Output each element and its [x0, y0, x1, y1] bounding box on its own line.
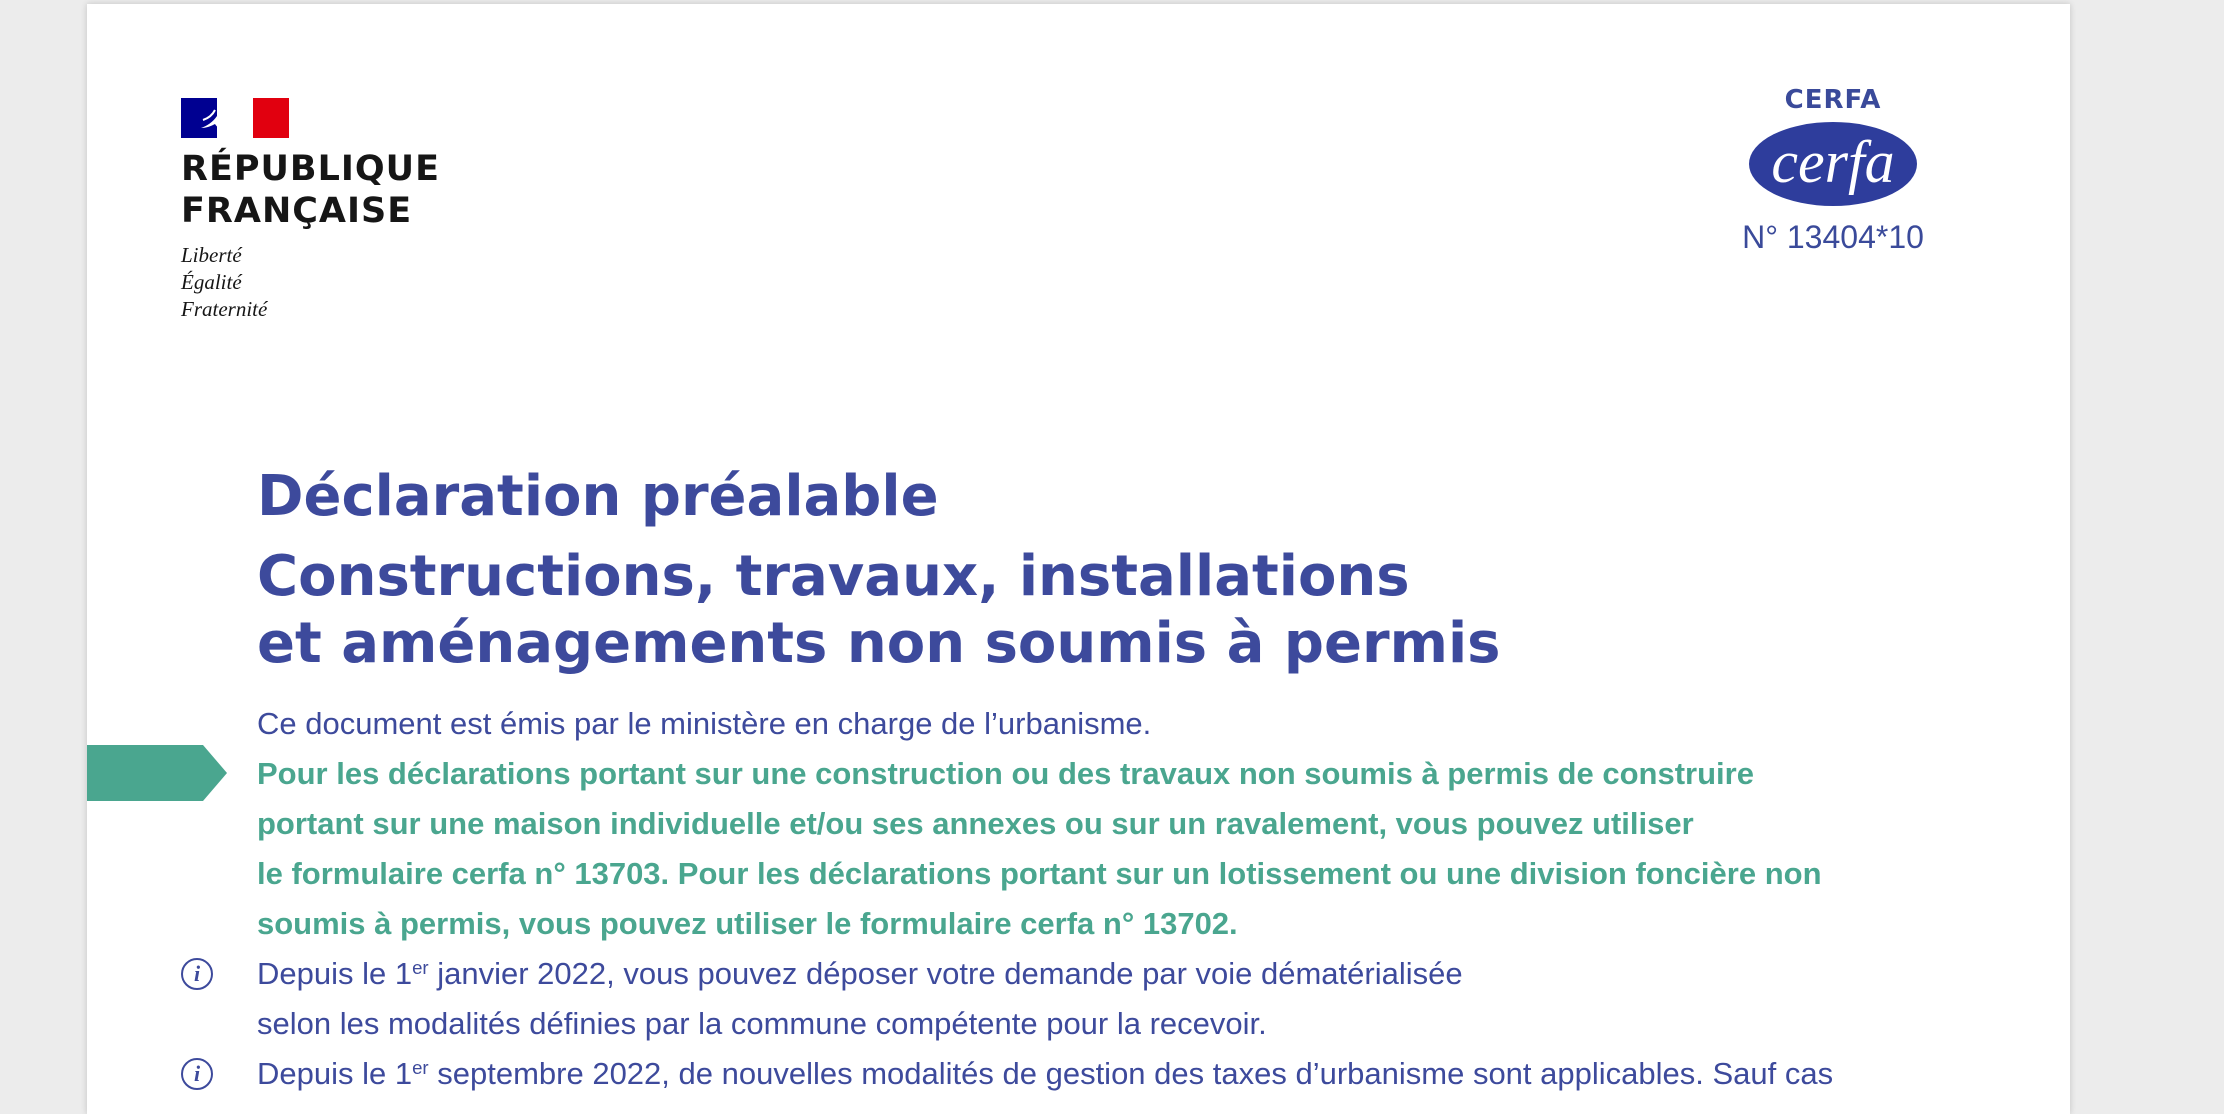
- republique-francaise-logo: [181, 98, 440, 323]
- rf-line-1: RÉPUBLIQUE: [181, 149, 441, 189]
- info1-pre: Depuis le 1: [257, 956, 413, 991]
- info2-post: septembre 2022, de nouvelles modalités de gestion des taxes d’urbanisme sont applicables. Sauf cas: [428, 1056, 1834, 1091]
- motto-liberte: Liberté: [181, 243, 242, 267]
- info2-sup: er: [412, 1056, 429, 1078]
- info2-pre: Depuis le 1: [257, 1056, 413, 1091]
- title-line-2-text: Constructions, travaux, installations: [257, 544, 1410, 609]
- motto-fraternite: Fraternité: [181, 297, 268, 321]
- info-paragraph-2: [193, 1049, 2057, 1099]
- info1-post: janvier 2022, vous pouvez déposer votre demande par voie dématérialisée: [428, 956, 1463, 991]
- title-line-3-text: et aménagements non soumis à permis: [257, 611, 1501, 676]
- form-alternative-notice: [257, 749, 2057, 949]
- info-paragraph-1: [193, 949, 2057, 999]
- notice-line-1: Pour les déclarations portant sur une construction ou des travaux non soumis à permis de construire: [257, 756, 1754, 791]
- info-paragraph-1-line-2: selon les modalités définies par la commune compétente pour la recevoir.: [257, 1006, 1267, 1041]
- motto-egalite: Égalité: [181, 270, 242, 294]
- document-page: [87, 4, 2070, 1114]
- cerfa-logo-icon: cerfa: [1749, 122, 1917, 206]
- republique-francaise-name: [181, 148, 440, 232]
- cerfa-block: [1727, 84, 1939, 256]
- intro-text: Ce document est émis par le ministère en charge de l’urbanisme.: [257, 706, 1152, 741]
- info1-sup: er: [412, 956, 429, 978]
- rf-line-2: FRANÇAISE: [181, 191, 413, 231]
- republic-motto: [181, 242, 440, 323]
- title-line-2: [257, 543, 1500, 677]
- green-tag-icon: [87, 745, 227, 801]
- cerfa-number: N° 13404*10: [1742, 219, 1924, 255]
- notice-line-3: le formulaire cerfa n° 13703. Pour les déclarations portant sur un lotissement ou une division foncière non: [257, 856, 1822, 891]
- info-icon: i: [181, 1058, 213, 1090]
- marianne-flag-icon: [181, 98, 289, 138]
- info-icon: i: [181, 958, 213, 990]
- notice-line-2: portant sur une maison individuelle et/ou ses annexes ou sur un ravalement, vous pouvez utiliser: [257, 806, 1694, 841]
- cerfa-label: CERFA: [1784, 85, 1882, 115]
- notice-line-4: soumis à permis, vous pouvez utiliser le formulaire cerfa n° 13702.: [257, 906, 1238, 941]
- form-title: [257, 459, 1500, 677]
- title-line-1: Déclaration préalable: [257, 464, 939, 529]
- document-body: [193, 699, 2057, 1099]
